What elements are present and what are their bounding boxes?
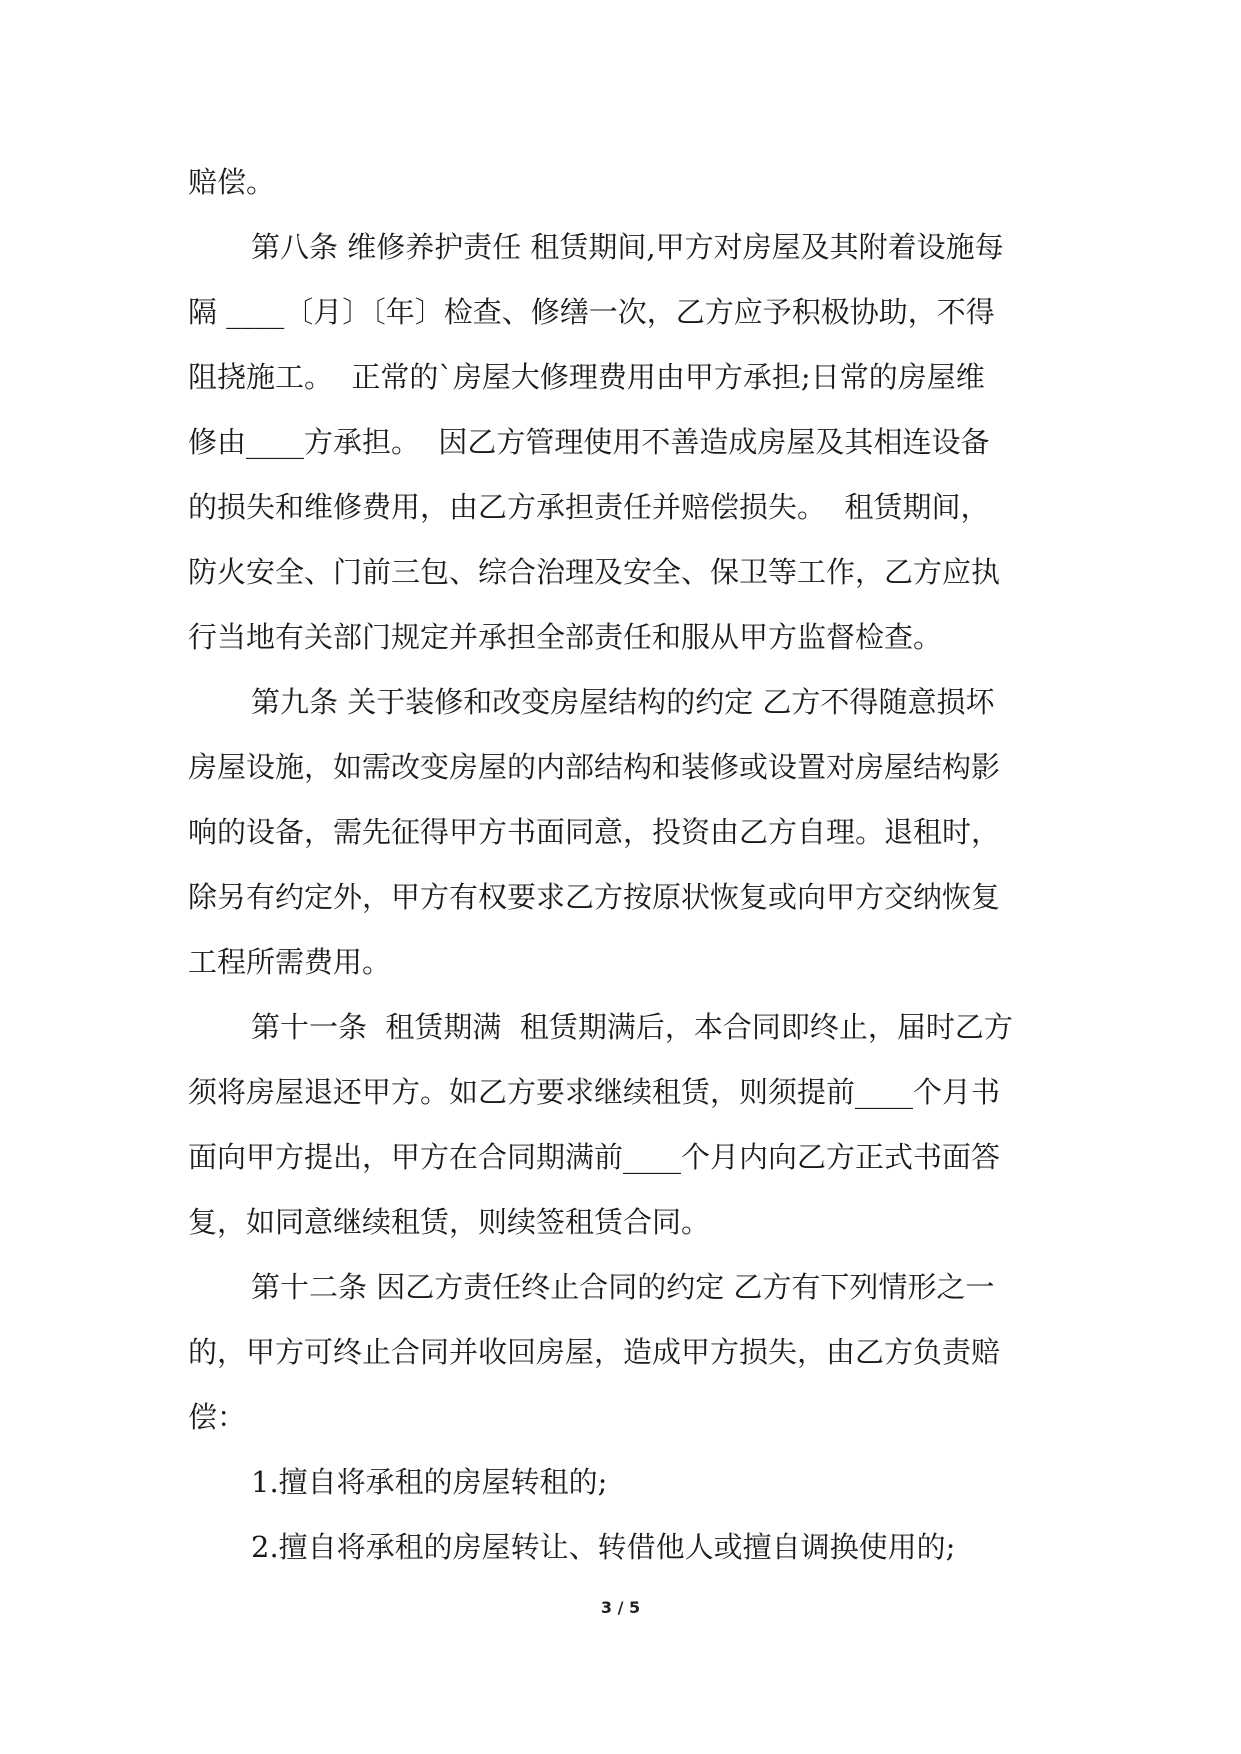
text-line: 复，如同意继续租赁，则续签租赁合同。 bbox=[188, 1205, 711, 1239]
text-line: 的损失和维修费用，由乙方承担责任并赔偿损失。 租赁期间， bbox=[188, 490, 990, 524]
text-line: 第十一条 租赁期满 租赁期满后，本合同即终止，届时乙方 bbox=[251, 1010, 1013, 1044]
text-line: 1.擅自将承租的房屋转租的; bbox=[251, 1465, 608, 1499]
page-number: 3 / 5 bbox=[600, 1598, 641, 1617]
text-line: 隔 ____〔月〕〔年〕检查、修缮一次，乙方应予积极协助，不得 bbox=[188, 295, 995, 329]
text-line: 赔偿。 bbox=[188, 165, 276, 199]
text-line: 偿： bbox=[188, 1400, 247, 1434]
text-line: 的，甲方可终止合同并收回房屋，造成甲方损失，由乙方负责赔 bbox=[188, 1335, 1001, 1369]
text-line: 除另有约定外，甲方有权要求乙方按原状恢复或向甲方交纳恢复 bbox=[188, 880, 1001, 914]
text-line: 第九条 关于装修和改变房屋结构的约定 乙方不得随意损坏 bbox=[251, 685, 995, 719]
body-text bbox=[188, 150, 1058, 1580]
text-line: 面向甲方提出，甲方在合同期满前____个月内向乙方正式书面答 bbox=[188, 1140, 1001, 1174]
text-line: 工程所需费用。 bbox=[188, 945, 392, 979]
text-line: 第八条 维修养护责任 租赁期间,甲方对房屋及其附着设施每 bbox=[251, 230, 1004, 264]
text-line: 阻挠施工。 正常的`房屋大修理费用由甲方承担;日常的房屋维 bbox=[188, 360, 985, 394]
text-line: 第十二条 因乙方责任终止合同的约定 乙方有下列情形之一 bbox=[251, 1270, 995, 1304]
text-line: 房屋设施，如需改变房屋的内部结构和装修或设置对房屋结构影 bbox=[188, 750, 1001, 784]
text-line: 2.擅自将承租的房屋转让、转借他人或擅自调换使用的; bbox=[251, 1530, 956, 1564]
text-line: 响的设备，需先征得甲方书面同意，投资由乙方自理。退租时， bbox=[188, 815, 1001, 849]
text-line: 须将房屋退还甲方。如乙方要求继续租赁，则须提前____个月书 bbox=[188, 1075, 1001, 1109]
text-line: 修由____方承担。 因乙方管理使用不善造成房屋及其相连设备 bbox=[188, 425, 990, 459]
text-line: 防火安全、门前三包、综合治理及安全、保卫等工作，乙方应执 bbox=[188, 555, 1001, 589]
text-line: 行当地有关部门规定并承担全部责任和服从甲方监督检查。 bbox=[188, 620, 943, 654]
